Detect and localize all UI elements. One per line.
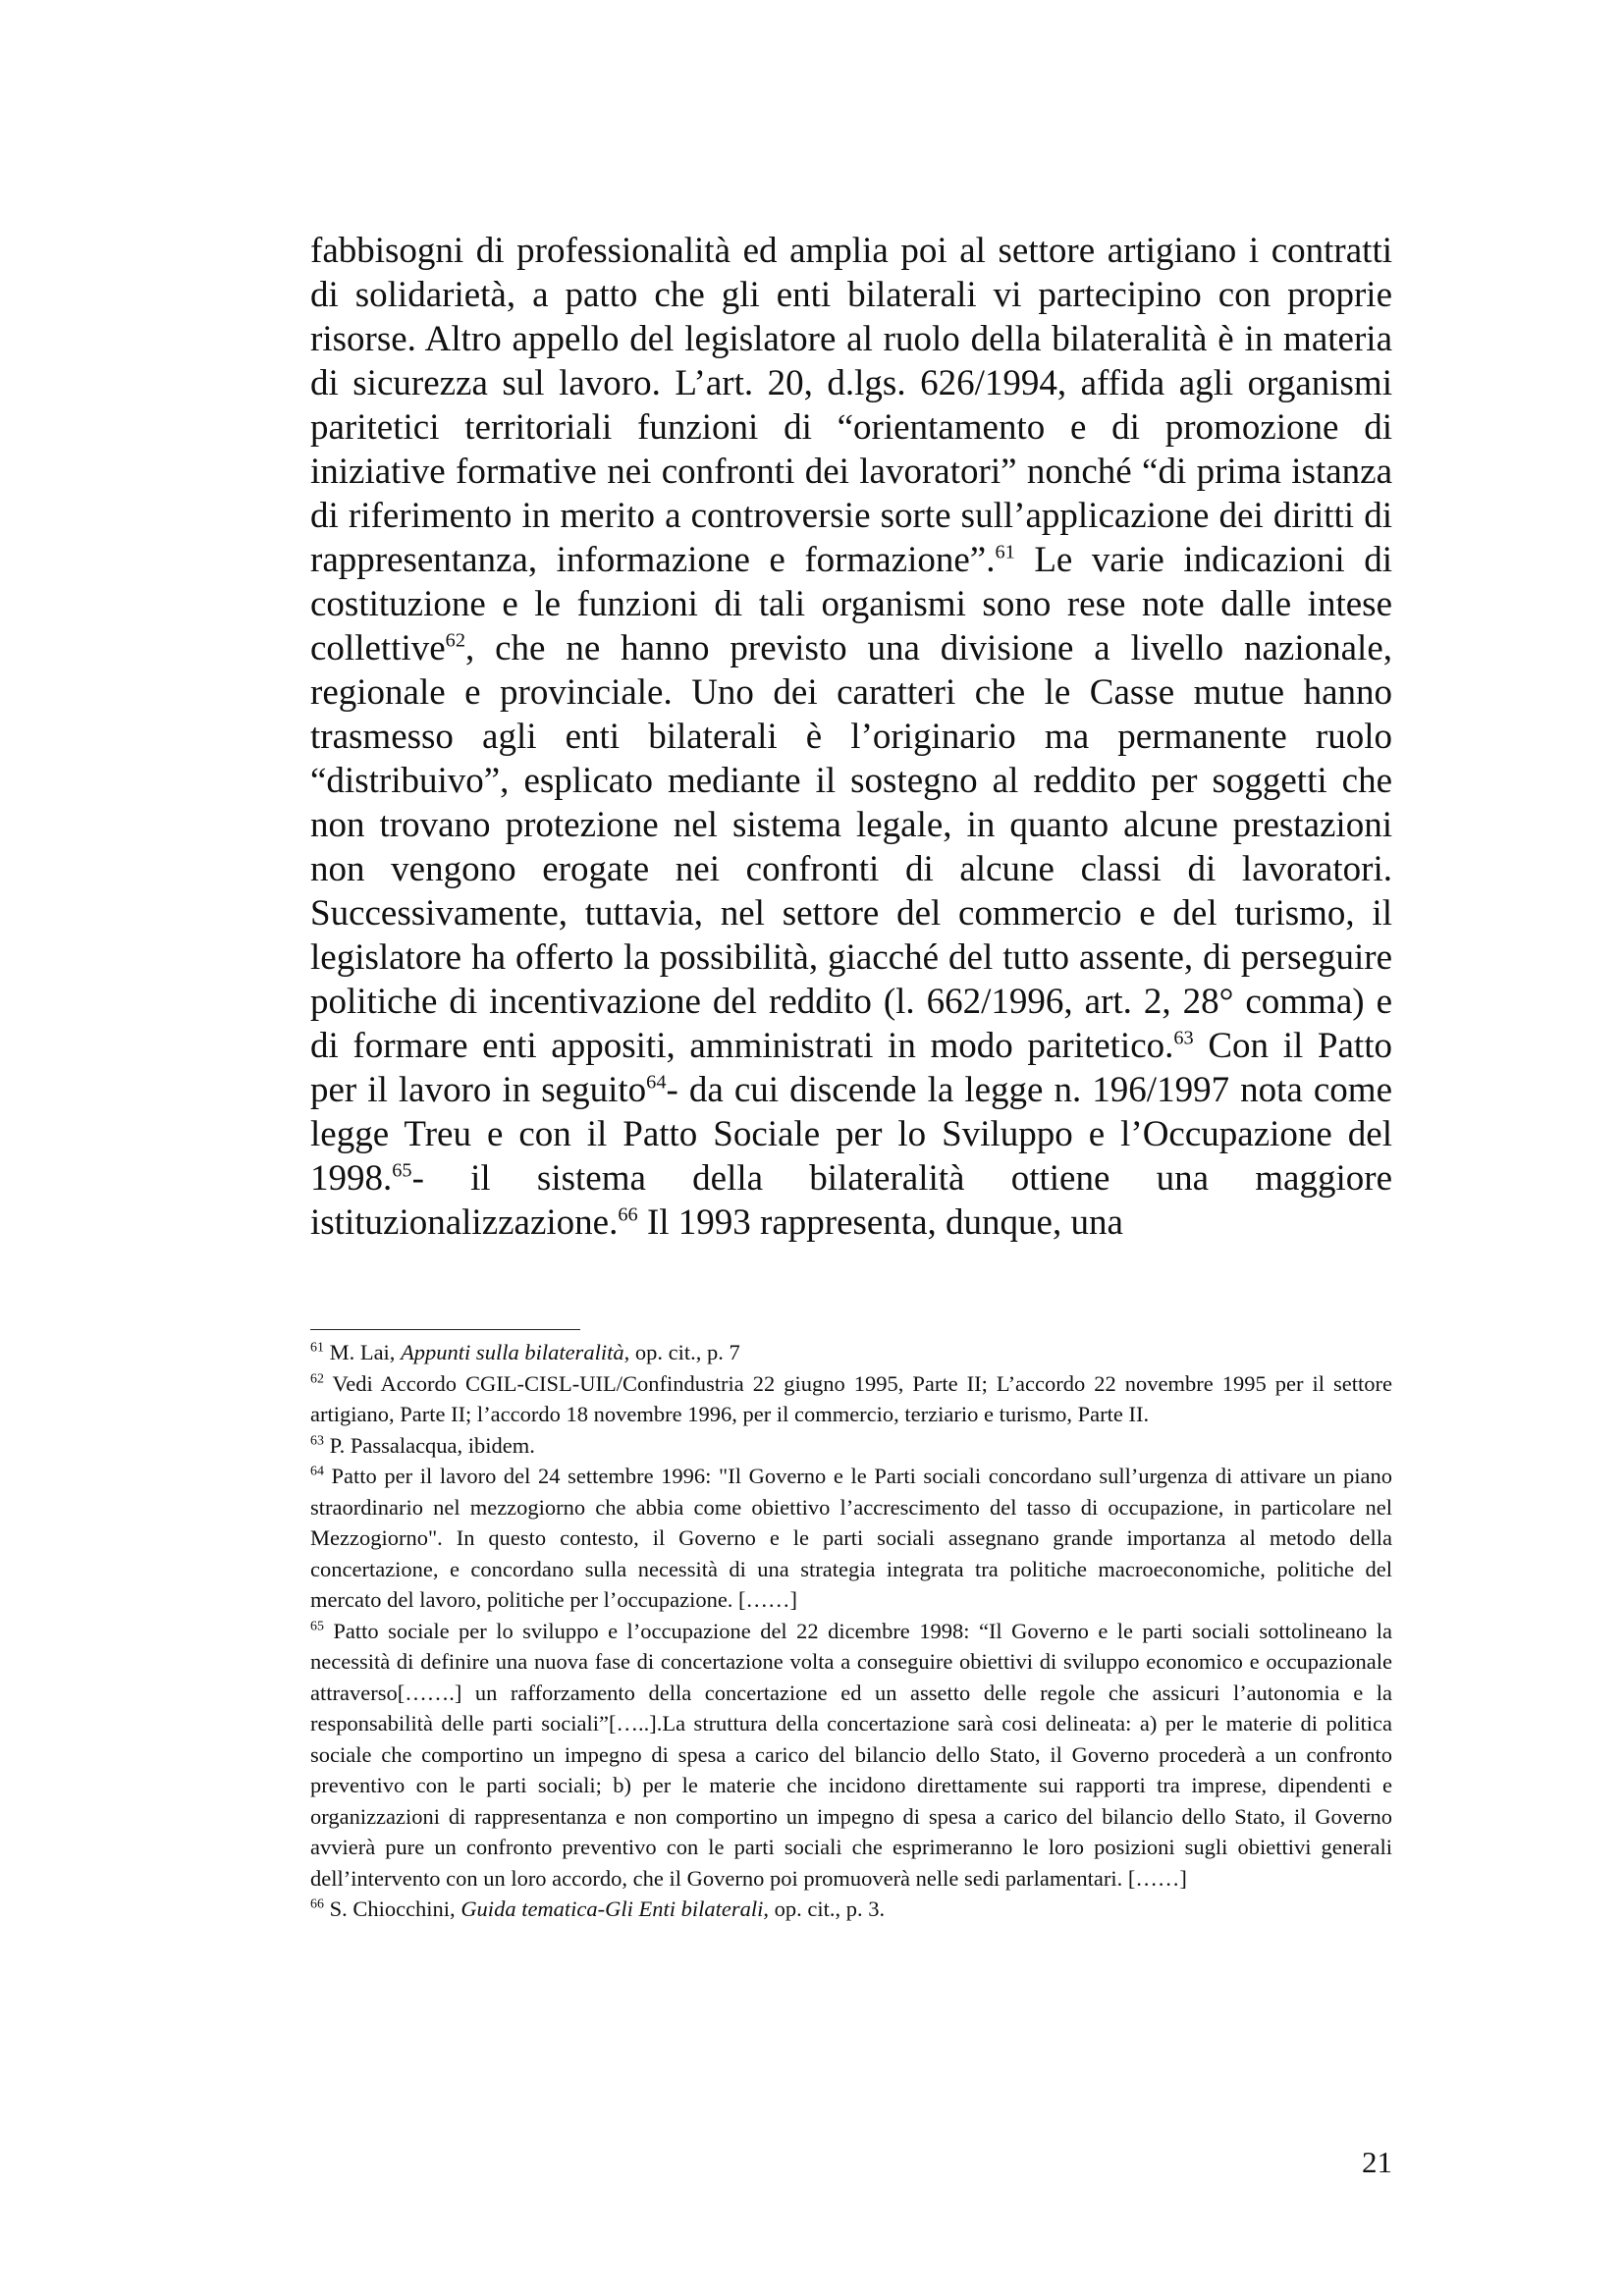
body-paragraph [310, 229, 1392, 1245]
footnote-ref-66[interactable]: 66 [618, 1203, 638, 1226]
footnote-text: , op. cit., p. 7 [623, 1340, 740, 1364]
body-text [310, 229, 1392, 1245]
footnote-61 [310, 1337, 1392, 1368]
footnote-65 [310, 1616, 1392, 1895]
footnote-number: 65 [310, 1619, 324, 1633]
footnote-ref-62[interactable]: 62 [445, 629, 466, 652]
page-number: 21 [1362, 2145, 1392, 2179]
footnote-ref-63[interactable]: 63 [1173, 1027, 1194, 1049]
footnote-text: S. Chiocchini, [323, 1896, 461, 1921]
footnote-text: Vedi Accordo CGIL-CISL-UIL/Confindustria 22 giugno 1995, Parte II; L’accordo 22 novembre 1995 per il settore artigiano, Parte II; l’accordo 18 novembre 1996, per il commercio, terziario e turismo, Parte II. [310, 1370, 1392, 1426]
footnote-64 [310, 1461, 1392, 1616]
footnote-number: 66 [310, 1896, 324, 1912]
footnote-number: 61 [310, 1340, 324, 1356]
footnote-text: P. Passalacqua, ibidem. [323, 1432, 535, 1458]
text-segment: Le varie indicazioni di costituzione e le funzioni di tali organismi sono rese note dalle intese collettive [310, 540, 1393, 668]
footnote-ref-64[interactable]: 64 [646, 1071, 667, 1094]
text-segment: - il sistema della bilateralità ottiene una maggiore istituzionalizzazione. [310, 1158, 1392, 1243]
footnote-title: Appunti sulla bilateralità [401, 1340, 624, 1364]
text-segment: Il 1993 rappresenta, dunque, una [637, 1202, 1123, 1243]
footnote-63 [310, 1430, 1392, 1462]
footnote-66 [310, 1894, 1392, 1925]
text-segment: fabbisogni di professionalità ed amplia poi al settore artigiano i contratti di solidarietà, a patto che gli enti bilaterali vi partecipino con proprie risorse. Altro appello del legislatore al ruolo della bilateralità è in materia di sicurezza sul lavoro. L’art. 20, d.lgs. 626/1994, affida agli organismi paritetici territoriali funzioni di “orientamento e di promozione di iniziative formative nei confronti dei lavoratori” nonché “di prima istanza di riferimento in merito a controversie sorte sull’applicazione dei diritti di rappresentanza, informazione e formazione”. [310, 231, 1392, 580]
text-segment: - da cui discende la legge n. 196/1997 nota come legge Treu e con il Patto Sociale per lo Sviluppo e l’Occupazione del 1998. [310, 1070, 1392, 1199]
footnote-title: Guida tematica-Gli Enti bilaterali [460, 1896, 764, 1921]
footnote-number: 63 [310, 1433, 324, 1448]
footnote-ref-61[interactable]: 61 [995, 541, 1015, 563]
text-segment: , che ne hanno previsto una divisione a livello nazionale, regionale e provinciale. Uno dei caratteri che le Casse mutue hanno trasmesso agli enti bilaterali è l’originario ma permanente ruolo “distribuivo”, esplicato mediante il sostegno al reddito per soggetti che non trovano protezione nel sistema legale, in quanto alcune prestazioni non vengono erogate nei confronti di alcune classi di lavoratori. Successivamente, tuttavia, nel settore del commercio e del turismo, il legislatore ha offerto la possibilità, giacché del tutto assente, di perseguire politiche di incentivazione del reddito (l. 662/1996, art. 2, 28° comma) e di formare enti appositi, amministrati in modo paritetico. [310, 628, 1392, 1066]
footnote-62 [310, 1368, 1392, 1430]
footnotes [310, 1337, 1392, 1925]
footnote-text: M. Lai, [323, 1340, 402, 1364]
footnote-text: , op. cit., p. 3. [763, 1896, 886, 1921]
footnote-separator [310, 1329, 580, 1330]
footnote-text: Patto sociale per lo sviluppo e l’occupazione del 22 dicembre 1998: “Il Governo e le parti sociali sottolineano la necessità di definire una nuova fase di concertazione volta a conseguire obiettivi di sviluppo economico e occupazionale attraverso[…….] un rafforzamento della concertazione ed un assetto delle regole che assicuri l’autonomia e la responsabilità delle parti sociali”[…..].La struttura della concertazione sarà cosi delineata: a) per le materie di politica sociale che comportino un impegno di spesa a carico del bilancio dello Stato, il Governo procederà a un confronto preventivo con le parti sociali; b) per le materie che incidono direttamente sui rapporti tra imprese, dipendenti e organizzazioni di rappresentanza e non comportino un impegno di spesa a carico del bilancio dello Stato, il Governo avvierà pure un confronto preventivo con le parti sociali che esprimeranno le loro posizioni sugli obiettivi generali dell’intervento con un loro accordo, che il Governo poi promuoverà nelle sedi parlamentari. [……] [310, 1618, 1392, 1891]
footnote-ref-65[interactable]: 65 [392, 1159, 412, 1182]
text-segment: Con il Patto per il lavoro in seguito [310, 1026, 1392, 1110]
footnote-number: 62 [310, 1371, 324, 1386]
footnote-text: Patto per il lavoro del 24 settembre 1996: "Il Governo e le Parti sociali concordano sull’urgenza di attivare un piano straordinario nel mezzogiorno che abbia come obiettivo l’accrescimento del tasso di occupazione, in particolare nel Mezzogiorno". In questo contesto, il Governo e le parti sociali assegnano grande importanza al metodo della concertazione, e concordano sulla necessità di una strategia integrata tra politiche macroeconomiche, politiche del mercato del lavoro, politiche per l’occupazione. [……] [310, 1464, 1392, 1612]
footnote-number: 64 [310, 1464, 324, 1479]
